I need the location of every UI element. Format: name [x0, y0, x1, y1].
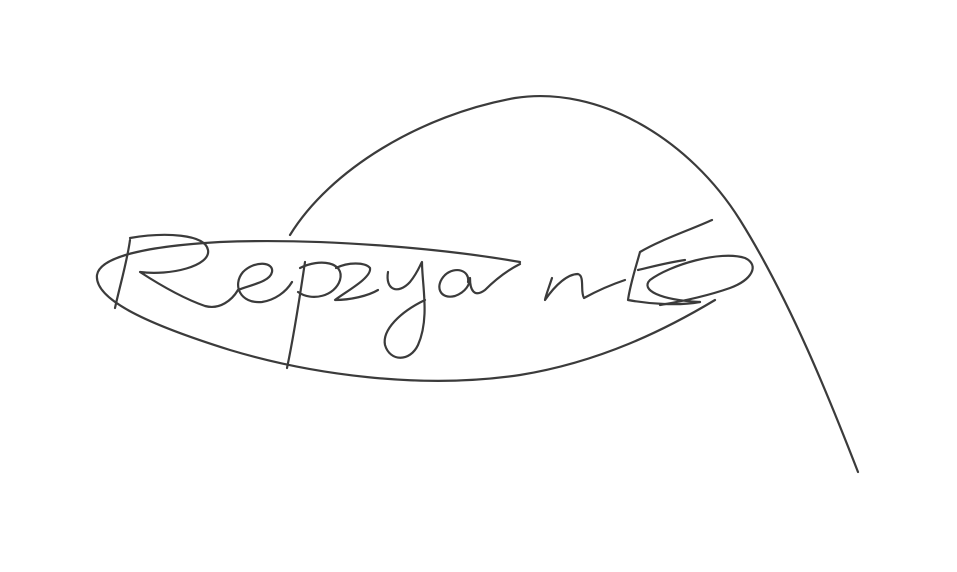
signature-letter-a	[439, 264, 520, 297]
signature-arch-stroke	[290, 96, 858, 472]
signature-letter-n	[545, 274, 625, 300]
signature-letter-e	[238, 264, 292, 302]
signature-letter-p	[287, 262, 341, 368]
signature-letter-r2	[335, 264, 378, 301]
signature-letter-y	[385, 262, 425, 358]
signature-letter-e-capital	[628, 220, 712, 304]
